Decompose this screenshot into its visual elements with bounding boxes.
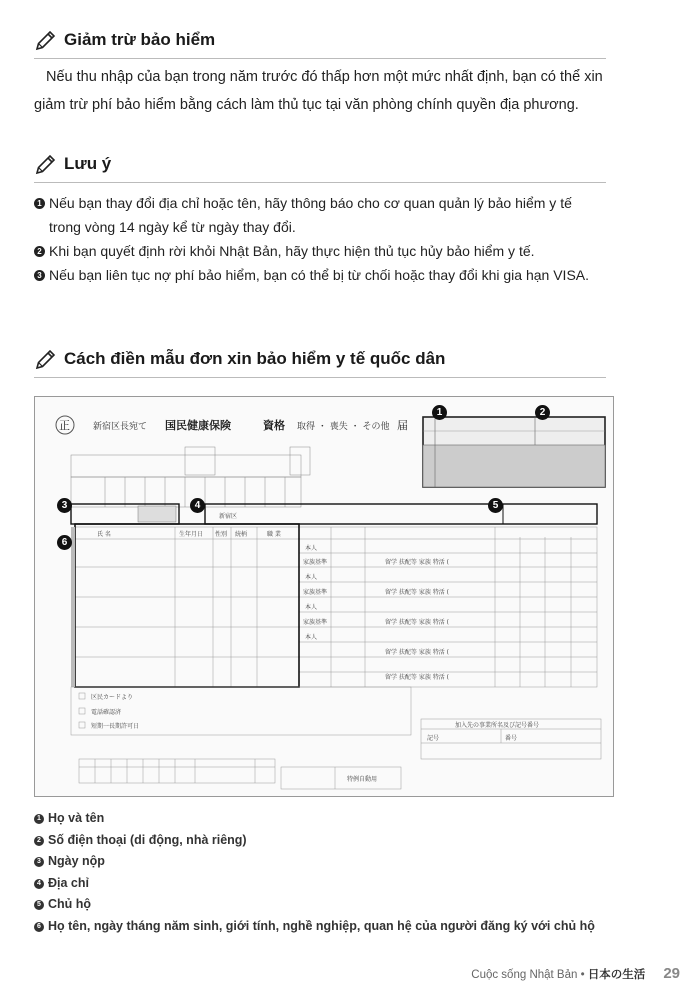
form-row-label: 家族基準 [303,619,328,626]
bullet-number: 2 [34,836,44,846]
legend-item-text: Chủ hộ [48,897,92,911]
section-notes [34,150,606,287]
section-title: Cách điền mẫu đơn xin bảo hiểm y tế quốc dân [64,349,446,368]
form-bango: 番号 [505,735,518,742]
pencil-icon [34,152,58,176]
pencil-icon [34,347,58,371]
section-title: Giảm trừ bảo hiểm [64,30,216,49]
legend-item [34,851,634,873]
bullet-number: 4 [34,879,44,889]
section-paragraph: Nếu thu nhập của bạn trong năm trước đó thấp hơn một mức nhất định, bạn có thể xin giảm trừ phí bảo hiểm bằng cách làm thủ tục tại văn phòng chính quyền địa phương. [34,69,603,113]
form-ryugaku: 留学 扶配等 家族 特活 ( [385,649,449,656]
form-qualification: 資格 [263,419,285,432]
list-item [34,239,606,263]
callout-marker: 4 [190,498,205,513]
legend-item [34,894,634,916]
bullet-number: 3 [34,270,45,281]
form-options: 取得 ・ 喪失 ・ その他 [297,422,390,432]
pencil-icon [34,28,58,52]
footer-text: Cuộc sống Nhật Bản • 日本の生活 [471,968,646,981]
form-check-item: 電話確認済 [91,709,122,716]
bullet-number: 1 [34,198,45,209]
section-title: Lưu ý [64,154,112,173]
form-ryugaku: 留学 扶配等 家族 特活 ( [385,589,449,596]
section-form-guide [34,345,606,378]
form-check-item: 短期一長期許可日 [91,723,140,730]
form-row-label: 本人 [305,604,318,611]
bullet-number: 3 [34,857,44,867]
legend-item [34,808,634,830]
form-image [34,396,614,797]
form-todoke: 届 [397,419,408,432]
list-item [34,191,606,239]
page-number: 29 [663,965,680,982]
form-row-label: 家族基準 [303,589,328,596]
section-insurance-reduction [34,26,606,119]
callout-marker: 5 [488,498,503,513]
list-item-text: Khi bạn quyết định rời khỏi Nhật Bản, hãy thực hiện thủ tục hủy bảo hiểm y tế. [49,243,535,259]
form-check-item: 区民カードより [91,694,134,701]
legend-item [34,916,634,938]
form-stamp: 正 [59,419,70,432]
list-item [34,263,606,287]
footer-title: Cuộc sống Nhật Bản [471,968,578,981]
form-bottom-label: 加入先の事業所名及び記号番号 [455,722,540,729]
legend-item-text: Số điện thoại (di động, nhà riêng) [48,832,247,847]
form-drawing [35,397,613,796]
callout-marker: 2 [535,405,550,420]
form-ryugaku: 留学 扶配等 家族 特活 ( [385,674,449,681]
form-row-label: 本人 [305,545,318,552]
callout-marker: 6 [57,535,72,550]
section-header [34,345,606,378]
form-col-gender: 性別 [215,531,228,538]
bullet-number: 2 [34,246,45,257]
callout-marker: 1 [432,405,447,420]
form-kigo: 記号 [427,735,440,742]
form-row-label: 本人 [305,634,318,641]
form-addressee: 新宿区長宛て [93,422,148,432]
form-ryugaku: 留学 扶配等 家族 特活 ( [385,619,449,626]
form-col-birth: 生年月日 [179,531,204,538]
bullet-number: 1 [34,814,44,824]
bullet-number: 6 [34,922,44,932]
form-row-label: 本人 [305,574,318,581]
section-header [34,150,606,183]
bullet-number: 5 [34,900,44,910]
form-ryugaku: 留学 扶配等 家族 特活 ( [385,559,449,566]
form-row-label: 家族基準 [303,559,328,566]
form-col-name: 氏 名 [97,531,111,538]
legend-item-text: Địa chỉ [48,875,89,890]
page-footer [430,965,680,982]
legend-item-text: Họ tên, ngày tháng năm sinh, giới tính, nghề nghiệp, quan hệ của người đăng ký với chủ hộ [48,918,595,933]
callout-marker: 3 [57,498,72,513]
section-header [34,26,606,59]
list-item-text: Nếu bạn liên tục nợ phí bảo hiểm, bạn có thể bị từ chối hoặc thay đổi khi gia hạn VISA. [49,267,590,283]
legend-item [34,830,634,852]
form-shinjuku: 新宿区 [219,513,238,520]
legend-item [34,873,634,895]
form-legend [34,808,634,937]
form-bottom-right: 特例自動用 [347,776,378,783]
form-col-relation: 続柄 [235,531,248,538]
list-item-text: Nếu bạn thay đổi địa chỉ hoặc tên, hãy thông báo cho cơ quan quản lý bảo hiểm y tế trong vòng 14 ngày kể từ ngày thay đổi. [49,195,572,235]
legend-item-text: Họ và tên [48,811,105,825]
legend-item-text: Ngày nộp [48,854,105,868]
form-col-job: 職 業 [267,531,281,538]
form-title: 国民健康保険 [165,419,231,432]
footer-jp: 日本の生活 [587,968,646,981]
